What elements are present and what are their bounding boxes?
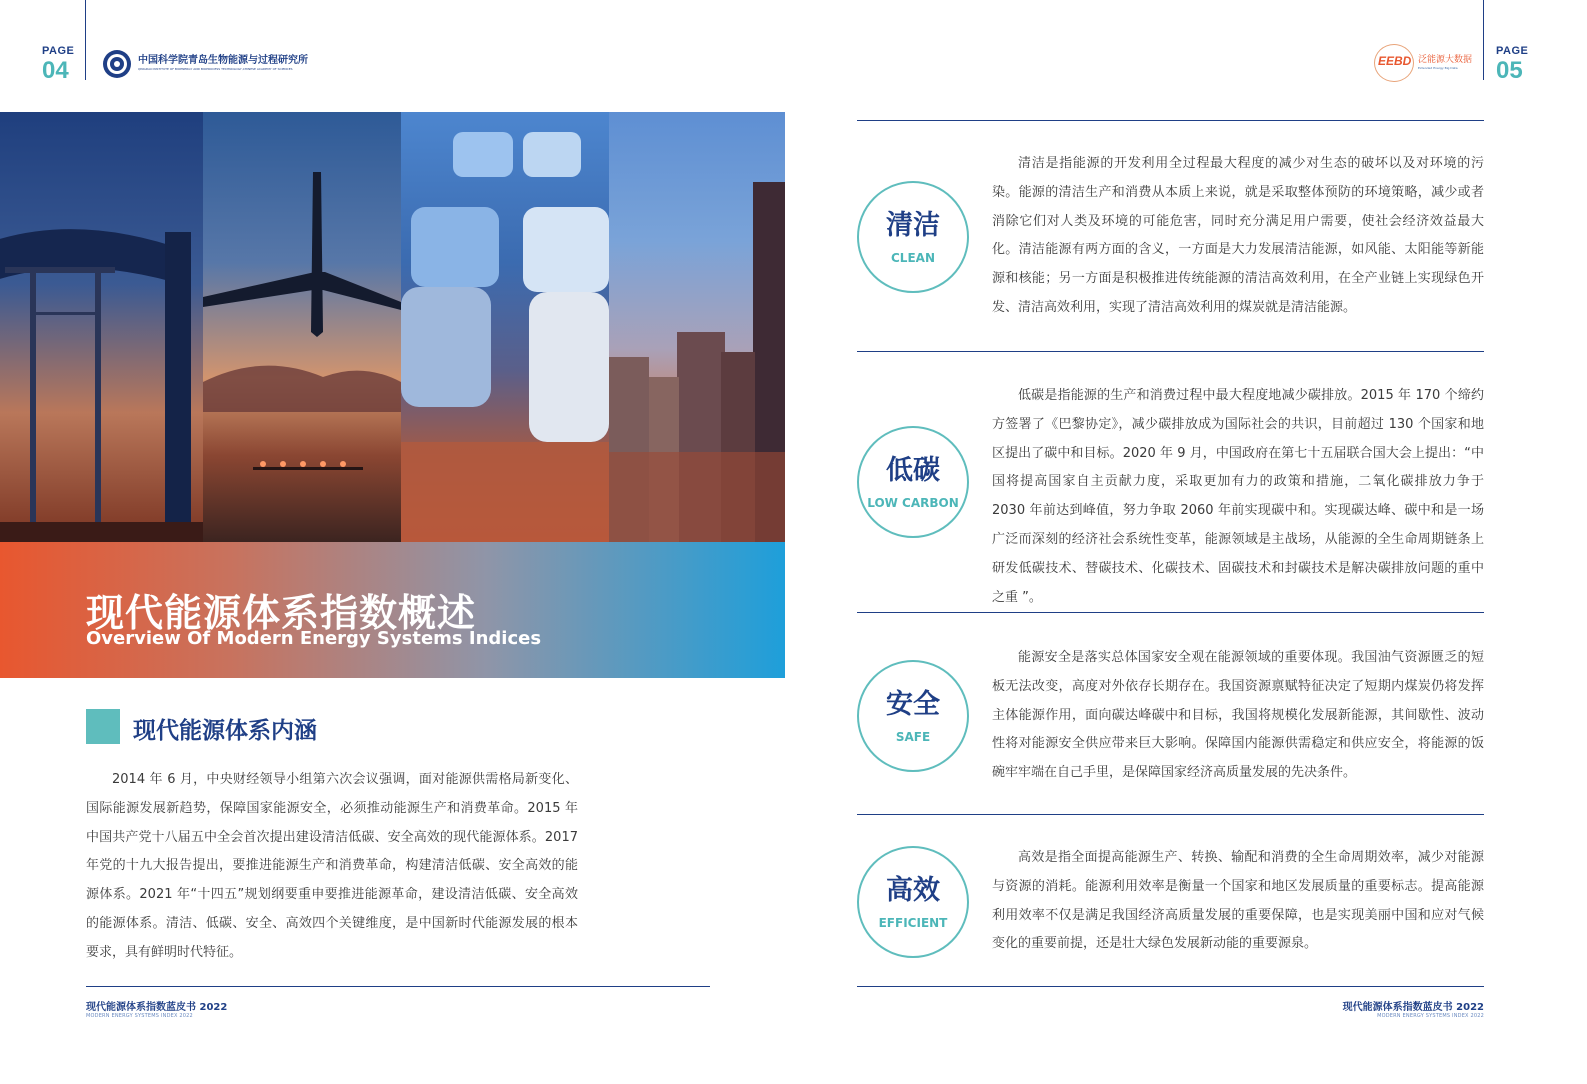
efficient-description: 高效是指全面提高能源生产、转换、输配和消费的全生命周期效率，减少对能源与资源的消耗。能源利用效率是衡量一个国家和地区发展质量的重要标志。提高能源利用效率不仅是满足我国经济高质量发展的重要保障，也是实现美丽中国和应对气候变化的重要前提，还是壮大绿色发展新动能的重要源泉。 <box>992 850 1484 952</box>
section-marker <box>86 709 120 744</box>
page-label: PAGE <box>42 45 75 57</box>
airplane-photo <box>203 112 401 542</box>
right-page-tag <box>1496 45 1528 83</box>
divider-rule <box>857 351 1484 352</box>
clean-badge-cn: 清洁 <box>886 209 940 241</box>
efficient-badge-cn: 高效 <box>886 874 940 906</box>
section-body: 2014 年 6 月，中央财经领导小组第六次会议强调，面对能源供需格局新变化、国际能源发展新趋势，保障国家能源安全，必须推动能源生产和消费革命。2015 年中国共产党十八届五中全会首次提出建设清洁低碳、安全高效的现代能源体系。2017 年党的十九大报告提出，要推进能源生产和消费革命，构建清洁低碳、安全高效的能源体系。2021 年“十四五”规划纲要重申要推进能源革命，建设清洁低碳、安全高效的能源体系。清洁、低碳、安全、高效四个关键维度，是中国新时代能源发展的根本要求，具有鲜明时代特征。 <box>86 772 578 960</box>
safe-badge-en: SAFE <box>895 729 931 744</box>
efficient-badge <box>857 846 969 958</box>
left-footer-rule <box>86 986 710 987</box>
low-carbon-description: 低碳是指能源的生产和消费过程中最大程度地减少碳排放。2015 年 170 个缔约方签署了《巴黎协定》，减少碳排放成为国际社会的共识，目前超过 130 个国家和地区提出了碳中和目标。2020 年 9 月，中国政府在第七十五届联合国大会上提出：“中国将提高国家自主贡献力度，采取更加有力的政策和措施，二氧化碳排放力争于 2030 年前达到峰值，努力争取 2060 年前实现碳中和。实现碳达峰、碳中和是一场广泛而深刻的经济社会系统性变革，能源领域是主战场，从能源的全生命周期链条上研发低碳技术、替碳技术、化碳技术、固碳技术和封碳技术是解决碳排放问题的重中之重 ”。 <box>992 388 1484 605</box>
section-title: 现代能源体系内涵 <box>133 718 317 744</box>
institute-logo-text: 中国科学院青岛生物能源与过程研究所 <box>138 55 308 66</box>
institute-logo-subtext: QINGDAO INSTITUTE OF BIOENERGY AND BIOPROCESS TECHNOLOGY,CHINESE ACADEMY OF SCIENCES <box>138 67 293 71</box>
clean-badge <box>857 181 969 293</box>
low-carbon-badge-en: LOW CARBON <box>867 495 959 510</box>
divider-rule <box>857 814 1484 815</box>
eebd-logo-text: EEBD <box>1378 54 1412 68</box>
energy-photo-collage <box>0 112 785 542</box>
title-banner <box>0 542 785 678</box>
oil-pump-photo <box>0 112 203 542</box>
institute-emblem-icon <box>102 49 132 79</box>
banner-title: 现代能源体系指数概述 <box>86 591 477 635</box>
right-margin-line <box>1483 0 1484 80</box>
clean-description: 清洁是指能源的开发利用全过程最大程度的减少对生态的破坏以及对环境的污染。能源的清洁生产和消费从本质上来说，就是采取整体预防的环境策略，减少或者消除它们对人类及环境的可能危害，同时充分满足用户需要，使社会经济效益最大化。清洁能源有两方面的含义，一方面是大力发展清洁能源，如风能、太阳能等新能源和核能；另一方面是积极推进传统能源的清洁高效利用，在全产业链上实现绿色开发、清洁高效利用，实现了清洁高效利用的煤炭就是清洁能源。 <box>992 156 1484 315</box>
page-label: PAGE <box>1496 45 1529 57</box>
safe-badge <box>857 660 969 772</box>
banner-subtitle: Overview Of Modern Energy Systems Indices <box>86 628 542 649</box>
low-carbon-badge <box>857 426 969 538</box>
traffic-photo <box>401 112 609 542</box>
low-carbon-badge-cn: 低碳 <box>886 454 940 486</box>
page-number: 04 <box>42 57 69 84</box>
eebd-logo-cn: 泛能源大数据 <box>1418 55 1473 65</box>
city-skyline-photo <box>609 112 785 542</box>
page-number: 05 <box>1496 57 1523 84</box>
divider-rule <box>857 612 1484 613</box>
left-footer-subtitle: MODERN ENERGY SYSTEMS INDEX 2022 <box>86 1013 193 1019</box>
right-footer-title: 现代能源体系指数蓝皮书 2022 <box>1342 1002 1484 1013</box>
right-top-rule <box>857 120 1484 121</box>
safe-badge-cn: 安全 <box>886 688 940 720</box>
eebd-logo <box>1374 42 1474 82</box>
left-page-tag <box>42 45 74 83</box>
clean-badge-en: CLEAN <box>891 250 935 265</box>
left-margin-line <box>85 0 86 80</box>
institute-logo <box>102 47 312 81</box>
efficient-badge-en: EFFICIENT <box>878 915 948 930</box>
safe-description: 能源安全是落实总体国家安全观在能源领域的重要体现。我国油气资源匮乏的短板无法改变，高度对外依存长期存在。我国资源禀赋特征决定了短期内煤炭仍将发挥主体能源作用，面向碳达峰碳中和目标，我国将规模化发展新能源，其间歇性、波动性将对能源安全供应带来巨大影响。保障国内能源供需稳定和供应安全，将能源的饭碗牢牢端在自己手里，是保障国家经济高质量发展的先决条件。 <box>992 650 1484 781</box>
right-footer-subtitle: MODERN ENERGY SYSTEMS INDEX 2022 <box>1377 1013 1484 1019</box>
left-footer-title: 现代能源体系指数蓝皮书 2022 <box>86 1002 228 1013</box>
right-footer-rule <box>857 986 1484 987</box>
eebd-logo-en: Extended Energy Big Data <box>1418 66 1458 70</box>
